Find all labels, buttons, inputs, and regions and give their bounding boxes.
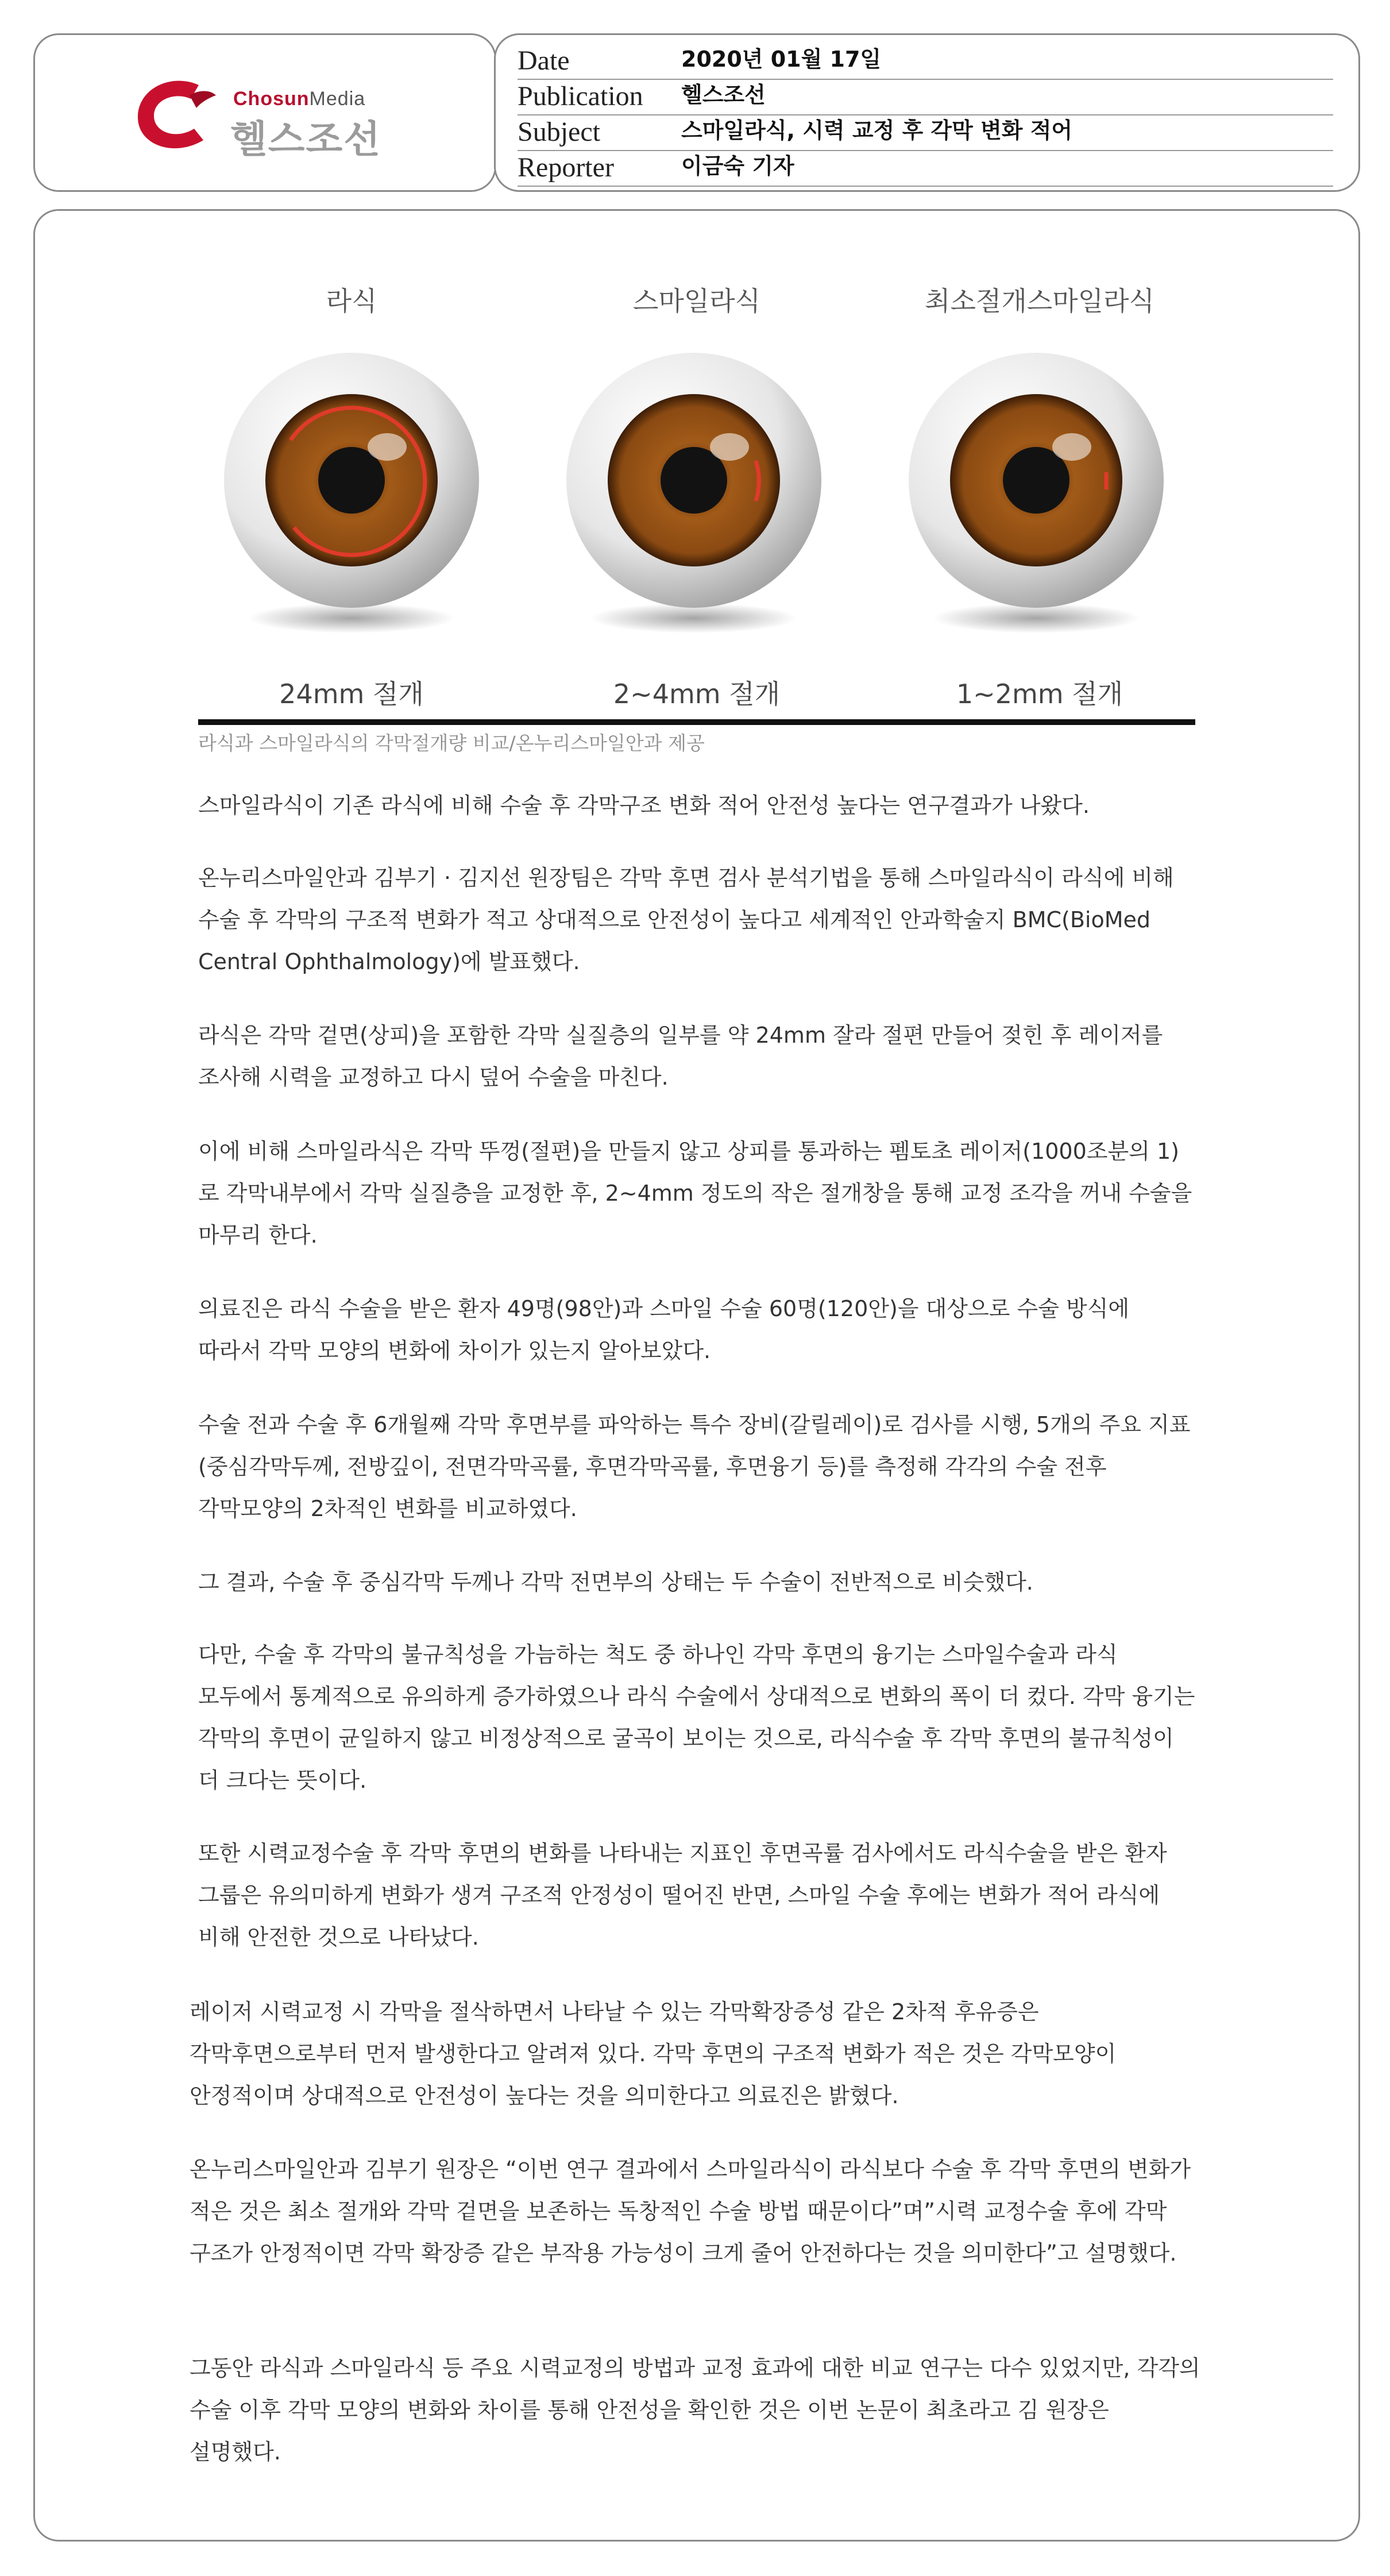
- meta-value: 이금숙 기자: [681, 153, 794, 179]
- figure-divider: [198, 719, 1195, 725]
- logo-panel: [33, 33, 496, 192]
- article-paragraph: 다만, 수술 후 각막의 불규칙성을 가늠하는 척도 중 하나인 각막 후면의 융기는 스마일수술과 라식 모두에서 통계적으로 유의하게 증가하였으나 라식 수술에서 상대적으로 변화의 폭이 더 컸다. 각막 융기는 각막의 후면이 균일하지 않고 비정상적으로 굴곡이 보이는 것으로, 라식수술 후 각막 후면의 불규칙성이 더 크다는 뜻이다.: [198, 1642, 1195, 1793]
- article-paragraph: 의료진은 라식 수술을 받은 환자 49명(98안)과 스마일 수술 60명(120안)을 대상으로 수술 방식에 따라서 각막 모양의 변화에 차이가 있는지 알아보았다.: [198, 1296, 1130, 1363]
- eye-smile-icon: [562, 348, 826, 647]
- meta-row-subject: [518, 114, 1333, 151]
- eye-title-lasik: 라식: [326, 286, 377, 317]
- meta-value: 헬스조선: [681, 82, 766, 107]
- eye-title-smile: 스마일라식: [632, 286, 761, 317]
- meta-value: 2020년 01월 17일: [681, 47, 882, 72]
- cut-label-smile: 2~4mm 절개: [613, 678, 781, 709]
- meta-value: 스마일라식, 시력 교정 후 각막 변화 적어: [681, 118, 1073, 143]
- cut-label-lasik: 24mm 절개: [279, 678, 424, 709]
- article-paragraph: 온누리스마일안과 김부기 원장은 “이번 연구 결과에서 스마일라식이 라식보다 수술 후 각막 후면의 변화가 적은 것은 최소 절개와 각막 겉면을 보존하는 독창적인 수술 방법 때문이다”며”시력 교정수술 후에 각막 구조가 안정적이면 각막 확장증 같은 부작용 가능성이 크게 줄어 안전하다는 것을 의미한다”고 설명했다.: [190, 2157, 1191, 2266]
- article-paragraph: 그 결과, 수술 후 중심각막 두께나 각막 전면부의 상태는 두 수술이 전반적으로 비슷했다.: [198, 1569, 1033, 1595]
- cut-label-mini-smile: 1~2mm 절개: [956, 678, 1123, 709]
- article-paragraph: 그동안 라식과 스마일라식 등 주요 시력교정의 방법과 교정 효과에 대한 비교 연구는 다수 있었지만, 각각의 수술 이후 각막 모양의 변화와 차이를 통해 안전성을 확인한 것은 이번 논문이 최초라고 김 원장은 설명했다.: [190, 2355, 1200, 2465]
- article-paragraph: 또한 시력교정수술 후 각막 후면의 변화를 나타내는 지표인 후면곡률 검사에서도 라식수술을 받은 환자 그룹은 유의미하게 변화가 생겨 구조적 안정성이 떨어진 반면, 스마일 수술 후에는 변화가 적어 라식에 비해 안전한 것으로 나타났다.: [198, 1841, 1167, 1950]
- meta-label: Reporter: [518, 152, 614, 183]
- meta-row-date: [518, 43, 1333, 80]
- article-paragraph: 수술 전과 수술 후 6개월째 각막 후면부를 파악하는 특수 장비(갈릴레이)로 검사를 시행, 5개의 주요 지표(중심각막두께, 전방깊이, 전면각막곡률, 후면각막곡률, 후면융기 등)를 측정해 각각의 수술 전후 각막모양의 2차적인 변화를 비교하였다.: [198, 1412, 1191, 1521]
- article-paragraph: 레이저 시력교정 시 각막을 절삭하면서 나타날 수 있는 각막확장증성 같은 2차적 후유증은 각막후면으로부터 먼저 발생한다고 알려져 있다. 각막 후면의 구조적 변화가 적은 것은 각막모양이 안정적이며 상대적으로 안전성이 높다는 것을 의미한다고 의료진은 밝혔다.: [190, 1999, 1117, 2108]
- meta-label: Publication: [518, 81, 643, 111]
- eye-lasik-icon: [219, 348, 484, 647]
- meta-row-publication: [518, 79, 1333, 115]
- eye-title-mini-smile: 최소절개스마일라식: [925, 286, 1155, 317]
- chosun-logo-icon: [130, 72, 222, 159]
- brand-name: 헬스조선: [230, 117, 382, 161]
- meta-row-reporter: [518, 150, 1333, 187]
- article-paragraph: 라식은 각막 겉면(상피)을 포함한 각막 실질층의 일부를 약 24mm 잘라 절편 만들어 젖힌 후 레이저를 조사해 시력을 교정하고 다시 덮어 수술을 마친다.: [198, 1023, 1163, 1090]
- figure-caption: 라식과 스마일라식의 각막절개량 비교/온누리스마일안과 제공: [198, 732, 705, 754]
- article-paragraph: 온누리스마일안과 김부기 · 김지선 원장팀은 각막 후면 검사 분석기법을 통해 스마일라식이 라식에 비해 수술 후 각막의 구조적 변화가 적고 상대적으로 안전성이 높다고 세계적인 안과학술지 BMC(BioMed Central Ophthalmology)에 발표했다.: [198, 865, 1174, 974]
- brand-top: ChosunMedia: [233, 88, 366, 110]
- meta-label: Date: [518, 45, 570, 76]
- article-meta-panel: [494, 33, 1360, 192]
- meta-label: Subject: [518, 117, 600, 147]
- eye-mini-smile-icon: [904, 348, 1168, 647]
- article-paragraph: 이에 비해 스마일라식은 각막 뚜껑(절편)을 만들지 않고 상피를 통과하는 펨토초 레이저(1000조분의 1)로 각막내부에서 각막 실질층을 교정한 후, 2~4mm 정도의 작은 절개창을 통해 교정 조각을 꺼내 수술을 마무리 한다.: [198, 1139, 1192, 1248]
- article-paragraph: 스마일라식이 기존 라식에 비해 수술 후 각막구조 변화 적어 안전성 높다는 연구결과가 나왔다.: [198, 793, 1090, 818]
